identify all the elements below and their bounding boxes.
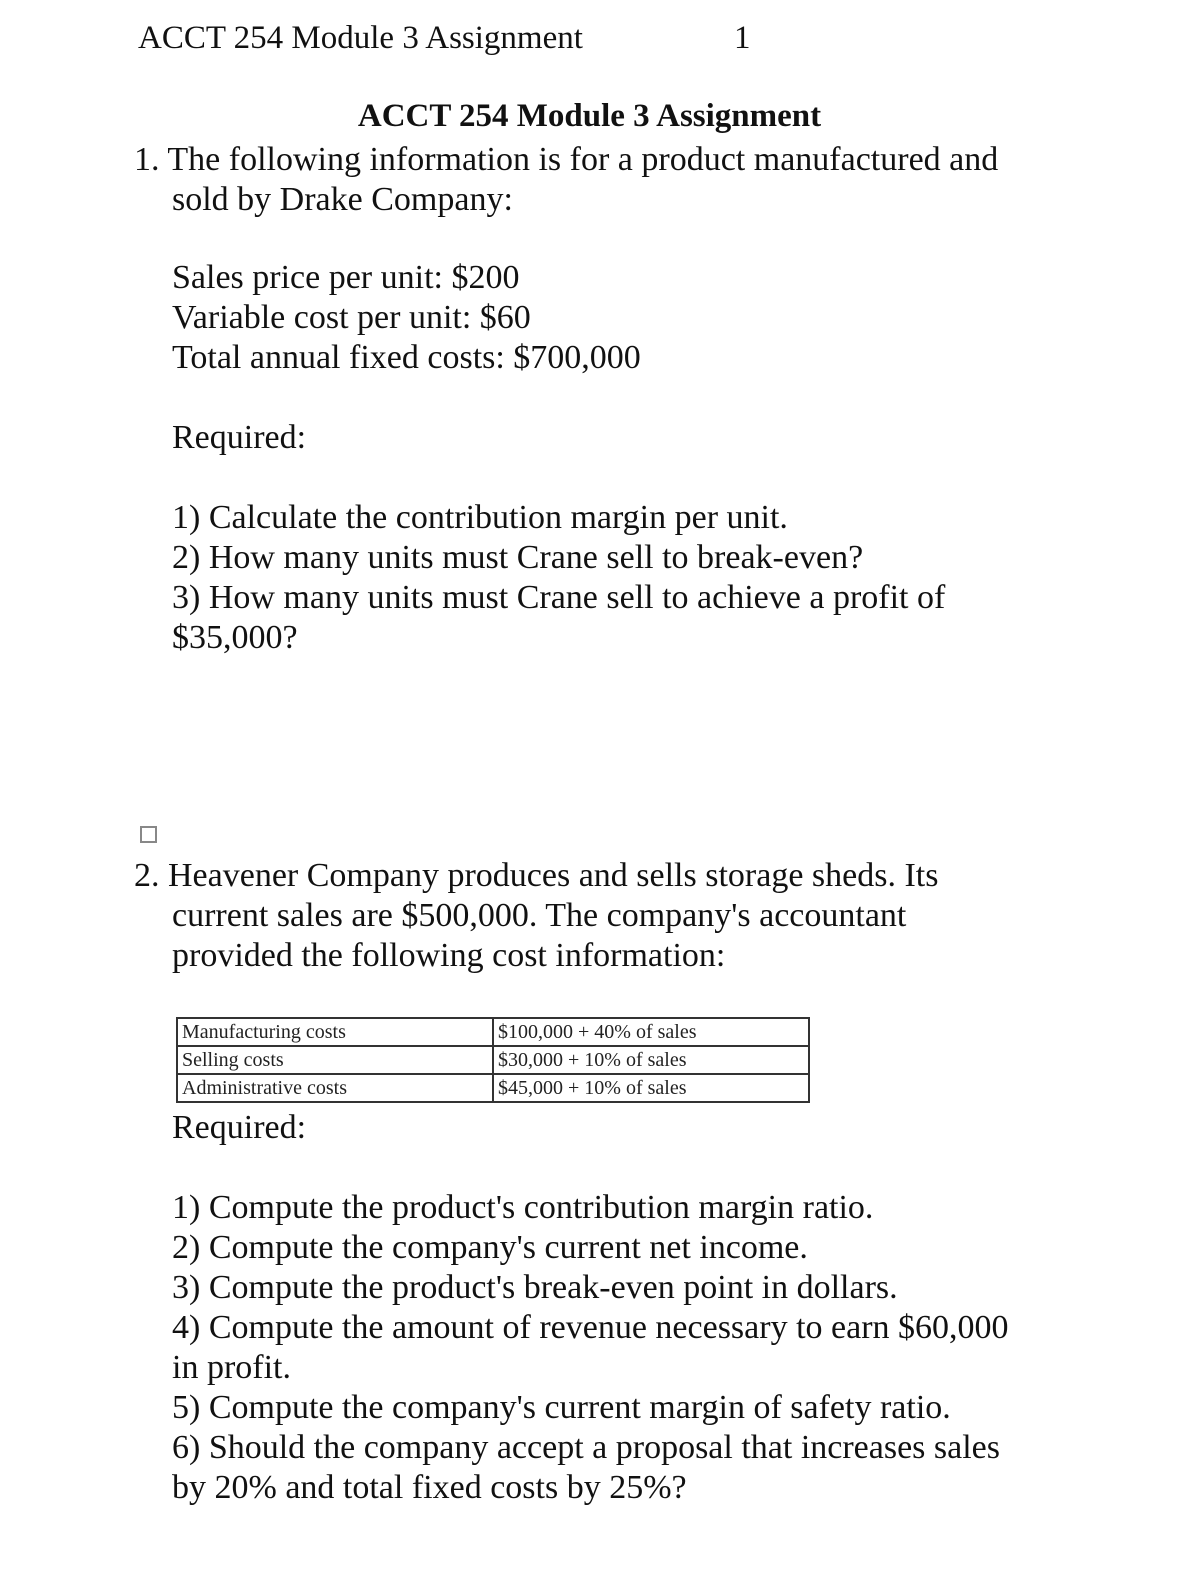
q2-requirement-6: 6) Should the company accept a proposal that increases sales	[172, 1429, 1001, 1466]
q2-requirement-3: 3) Compute the product's break-even point in dollars.	[172, 1269, 898, 1306]
q1-required-label: Required:	[172, 419, 307, 456]
q1-requirement-1: 1) Calculate the contribution margin per unit.	[172, 499, 788, 536]
q1-requirement-2: 2) How many units must Crane sell to break-even?	[172, 539, 864, 576]
table-row	[177, 1074, 809, 1102]
q2-requirement-2: 2) Compute the company's current net income.	[172, 1229, 808, 1266]
q2-required-label: Required:	[172, 1109, 307, 1146]
cost-table	[176, 1017, 810, 1103]
table-row	[177, 1018, 809, 1046]
q2-requirement-4: 4) Compute the amount of revenue necessary to earn $60,000	[172, 1309, 1009, 1346]
cost-value-administrative: $45,000 + 10% of sales	[493, 1074, 809, 1102]
q1-fact-variable-cost: Variable cost per unit: $60	[172, 299, 531, 336]
q2-requirement-4-cont: in profit.	[172, 1349, 291, 1386]
cost-value-selling: $30,000 + 10% of sales	[493, 1046, 809, 1074]
q2-intro-line-2: current sales are $500,000. The company's accountant	[172, 897, 907, 934]
q2-intro-line-1: 2. Heavener Company produces and sells storage sheds. Its	[134, 857, 939, 894]
q2-intro-line-3: provided the following cost information:	[172, 937, 726, 974]
checkbox[interactable]	[140, 826, 157, 843]
q2-requirement-5: 5) Compute the company's current margin of safety ratio.	[172, 1389, 951, 1426]
q1-fact-fixed-costs: Total annual fixed costs: $700,000	[172, 339, 641, 376]
q1-requirement-3-cont: $35,000?	[172, 619, 298, 656]
cost-value-manufacturing: $100,000 + 40% of sales	[493, 1018, 809, 1046]
q1-fact-sales-price: Sales price per unit: $200	[172, 259, 520, 296]
table-row	[177, 1046, 809, 1074]
q1-requirement-3: 3) How many units must Crane sell to achieve a profit of	[172, 579, 946, 616]
cost-label-administrative: Administrative costs	[177, 1074, 493, 1102]
q1-intro-line-2: sold by Drake Company:	[172, 181, 513, 218]
q1-intro-line-1: 1. The following information is for a product manufactured and	[134, 141, 999, 178]
cost-label-selling: Selling costs	[177, 1046, 493, 1074]
document-title: ACCT 254 Module 3 Assignment	[357, 98, 822, 134]
q2-requirement-6-cont: by 20% and total fixed costs by 25%?	[172, 1469, 687, 1506]
cost-label-manufacturing: Manufacturing costs	[177, 1018, 493, 1046]
running-header-title: ACCT 254 Module 3 Assignment	[138, 20, 583, 56]
q2-requirement-1: 1) Compute the product's contribution margin ratio.	[172, 1189, 874, 1226]
page-number: 1	[734, 20, 751, 56]
